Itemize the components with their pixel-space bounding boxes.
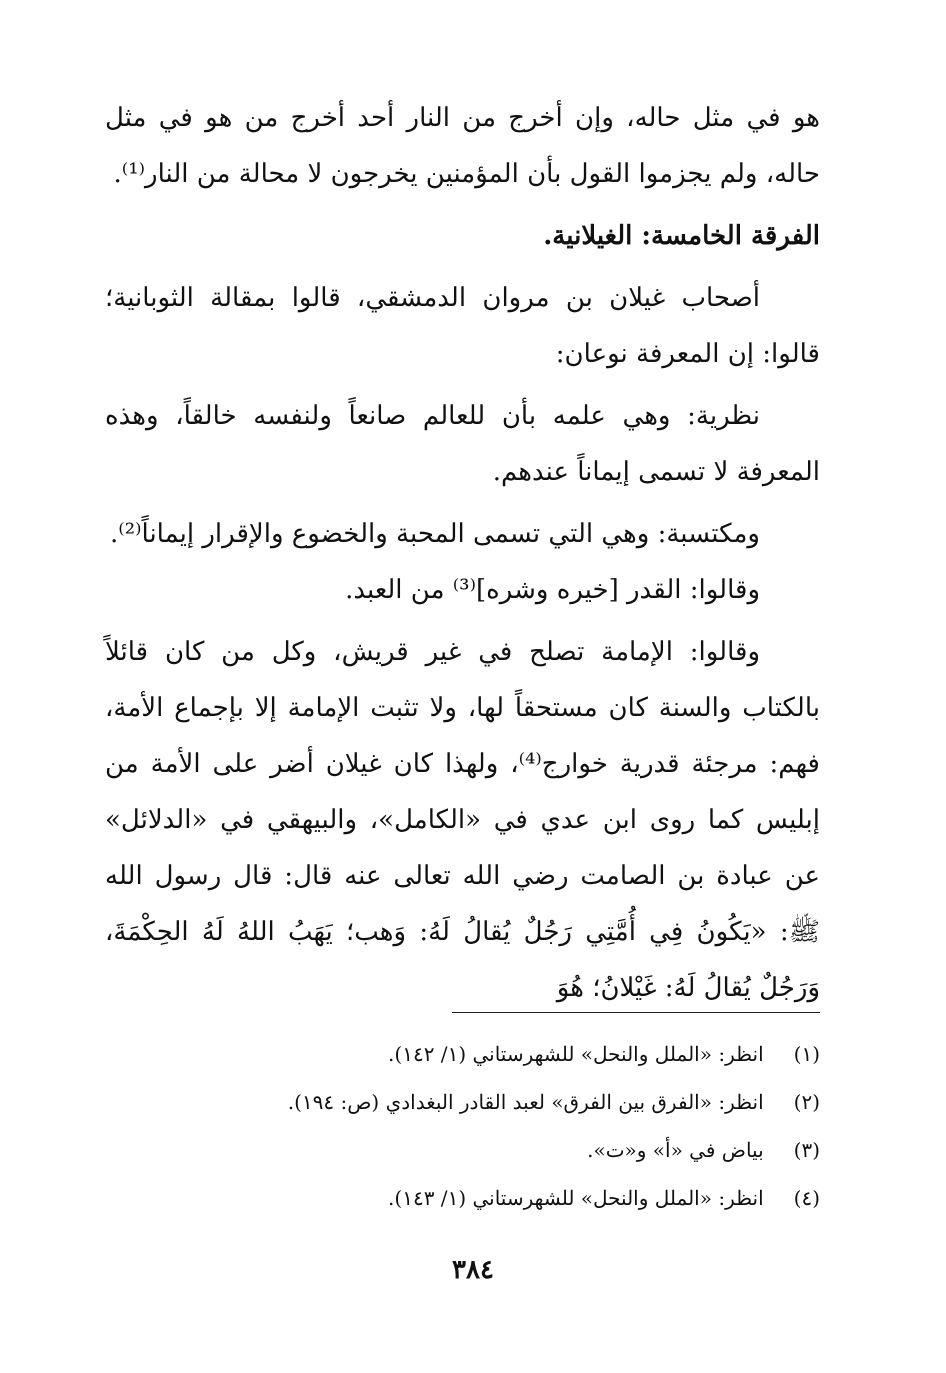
footnote-item [105, 1174, 820, 1222]
footnote-text: انظر: «الفرق بين الفرق» لعبد القادر البغدادي (ص: ١٩٤). [287, 1090, 764, 1114]
footnote-text: بياض في «أ» و«ت». [587, 1138, 764, 1162]
footnote-number: (٢) [793, 1090, 820, 1114]
main-text [105, 90, 820, 1016]
paragraph-theoretical-knowledge: نظرية: وهي علمه بأن للعالم صانعاً ولنفسه خالقاً، وهذه المعرفة لا تسمى إيماناً عندهم. [105, 401, 820, 487]
footnote-text: انظر: «الملل والنحل» للشهرستاني (١/ ١٤٢). [388, 1042, 764, 1066]
footnote-item [105, 1030, 820, 1078]
paragraph-qadar: وقالوا: القدر [خيره وشره]⁽³⁾ من العبد. [345, 575, 760, 605]
footnote-number: (٤) [793, 1186, 820, 1210]
footnote-item [105, 1126, 820, 1174]
paragraph-continuation: هو في مثل حاله، وإن أخرج من النار أحد أخرج من هو في مثل حاله، ولم يجزموا القول بأن المؤمنين يخرجون لا محالة من النار⁽¹⁾. [105, 103, 820, 189]
section-heading: الفرقة الخامسة: الغيلانية. [543, 221, 820, 251]
paragraph-acquired-knowledge: ومكتسبة: وهي التي تسمى المحبة والخضوع والإقرار إيماناً⁽²⁾. [110, 519, 760, 549]
paragraph-imamate: وقالوا: الإمامة تصلح في غير قريش، وكل من كان قائلاً بالكتاب والسنة كان مستحقاً لها، ولا تثبت الإمامة إلا بإجماع الأمة، فهم: مرجئة قدرية خوارج⁽⁴⁾، ولهذا كان غيلان أضر على الأمة من إبليس كما روى ابن عدي في «الكامل»، والبيهقي في «الدلائل» عن عبادة بن الصامت رضي الله تعالى عنه قال: قال رسول الله ﷺ: «يَكُونُ فِي أُمَّتِي رَجُلٌ يُقالُ لَهُ: وَهب؛ يَهَبُ اللهُ لَهُ الحِكْمَةَ، وَرَجُلٌ يُقالُ لَهُ: غَيْلانُ؛ هُوَ [105, 637, 820, 1003]
footnote-item [105, 1078, 820, 1126]
footnote-divider [452, 1012, 820, 1013]
footnote-text: انظر: «الملل والنحل» للشهرستاني (١/ ١٤٣). [388, 1186, 764, 1210]
page-number: ٣٨٤ [452, 1255, 494, 1285]
footnote-number: (٣) [793, 1138, 820, 1162]
footnote-number: (١) [793, 1042, 820, 1066]
paragraph-ghaylan-followers: أصحاب غيلان بن مروان الدمشقي، قالوا بمقالة الثوبانية؛ قالوا: إن المعرفة نوعان: [105, 283, 820, 369]
footnotes-list [105, 1030, 820, 1222]
